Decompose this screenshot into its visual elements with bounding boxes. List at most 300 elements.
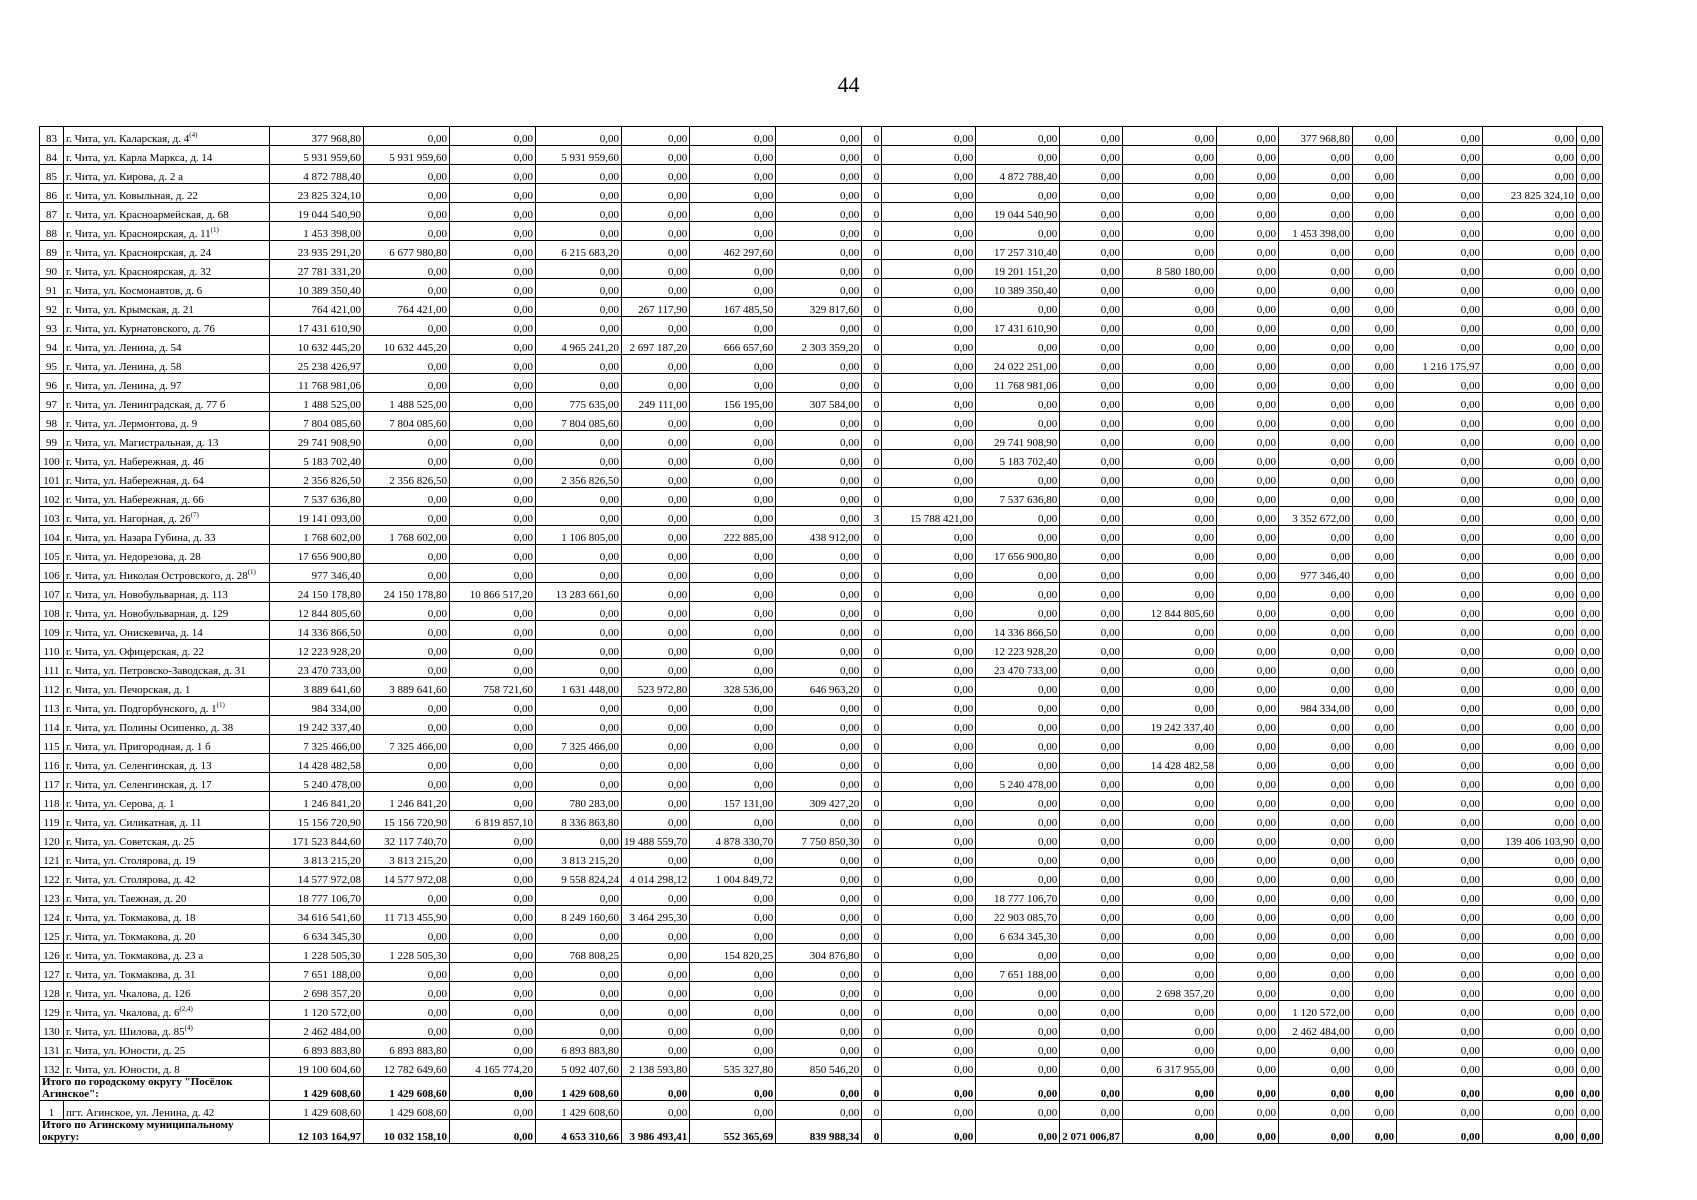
value-cell: 0,00: [1483, 431, 1577, 450]
table-row: [40, 583, 1603, 602]
value-cell: 0,00: [1483, 526, 1577, 545]
value-cell: 0,00: [1577, 431, 1603, 450]
value-cell: 0,00: [1353, 279, 1397, 298]
value-cell: 0,00: [450, 488, 536, 507]
value-cell: 0,00: [690, 1101, 776, 1120]
value-cell: 0,00: [1483, 127, 1577, 146]
value-cell: 0,00: [1397, 811, 1483, 830]
value-cell: 0,00: [690, 165, 776, 184]
value-cell: 14 428 482,58: [1123, 754, 1217, 773]
address-cell: г. Чита, ул. Каларская, д. 4$^{(4)}$: [64, 127, 270, 146]
value-cell: 0,00: [1397, 1020, 1483, 1039]
table-row: [40, 393, 1603, 412]
value-cell: 0,00: [1397, 545, 1483, 564]
address-cell: г. Чита, ул. Печорская, д. 1: [64, 678, 270, 697]
value-cell: 0,00: [622, 640, 690, 659]
value-cell: 0,00: [1123, 849, 1217, 868]
row-number: 116: [40, 754, 64, 773]
value-cell: 0,00: [450, 545, 536, 564]
address-cell: г. Чита, ул. Красноярская, д. 24: [64, 241, 270, 260]
value-cell: 0,00: [1483, 1058, 1577, 1077]
value-cell: 0,00: [776, 849, 862, 868]
total-value-cell: 0,00: [1483, 1077, 1577, 1101]
value-cell: 14 336 866,50: [976, 621, 1060, 640]
value-cell: 24 150 178,80: [270, 583, 364, 602]
value-cell: 23 470 733,00: [270, 659, 364, 678]
value-cell: 0,00: [450, 1001, 536, 1020]
value-cell: 0,00: [1483, 317, 1577, 336]
value-cell: 7 537 636,80: [976, 488, 1060, 507]
value-cell: 0,00: [690, 222, 776, 241]
value-cell: 0,00: [536, 716, 622, 735]
value-cell: 0,00: [976, 507, 1060, 526]
value-cell: 0,00: [536, 222, 622, 241]
value-cell: 0,00: [776, 564, 862, 583]
value-cell: 0,00: [450, 963, 536, 982]
value-cell: 0: [862, 640, 882, 659]
value-cell: 0,00: [1279, 450, 1353, 469]
value-cell: 12 844 805,60: [270, 602, 364, 621]
value-cell: 0,00: [976, 1058, 1060, 1077]
value-cell: 0,00: [882, 640, 976, 659]
value-cell: 0,00: [1279, 279, 1353, 298]
value-cell: 7 325 466,00: [536, 735, 622, 754]
table-row: [40, 1020, 1603, 1039]
value-cell: 0,00: [622, 735, 690, 754]
value-cell: 0,00: [1397, 735, 1483, 754]
value-cell: 3: [862, 507, 882, 526]
row-number: 106: [40, 564, 64, 583]
value-cell: 0,00: [364, 203, 450, 222]
value-cell: 0,00: [776, 1039, 862, 1058]
address-cell: г. Чита, ул. Офицерская, д. 22: [64, 640, 270, 659]
value-cell: 3 464 295,30: [622, 906, 690, 925]
row-number: 125: [40, 925, 64, 944]
value-cell: 0,00: [1577, 659, 1603, 678]
total-value-cell: 3 986 493,41: [622, 1120, 690, 1144]
value-cell: 0,00: [1060, 1020, 1123, 1039]
value-cell: 3 813 215,20: [364, 849, 450, 868]
value-cell: 2 303 359,20: [776, 336, 862, 355]
value-cell: 1 004 849,72: [690, 868, 776, 887]
value-cell: 1 228 505,30: [270, 944, 364, 963]
value-cell: 7 537 636,80: [270, 488, 364, 507]
value-cell: 0: [862, 621, 882, 640]
value-cell: 10 389 350,40: [976, 279, 1060, 298]
address-cell: г. Чита, ул. Ленина, д. 97: [64, 374, 270, 393]
value-cell: 11 768 981,06: [270, 374, 364, 393]
value-cell: 0,00: [1577, 564, 1603, 583]
value-cell: 0,00: [450, 944, 536, 963]
table-row: [40, 1101, 1603, 1120]
value-cell: 0,00: [450, 241, 536, 260]
value-cell: 438 912,00: [776, 526, 862, 545]
table-row: [40, 1058, 1603, 1077]
table-row: [40, 830, 1603, 849]
value-cell: 0,00: [776, 184, 862, 203]
value-cell: 0,00: [1123, 127, 1217, 146]
value-cell: 0,00: [1217, 602, 1279, 621]
value-cell: 0,00: [1060, 982, 1123, 1001]
value-cell: 0,00: [622, 260, 690, 279]
value-cell: 0,00: [776, 583, 862, 602]
value-cell: 0,00: [690, 602, 776, 621]
value-cell: 1 429 608,60: [536, 1101, 622, 1120]
value-cell: 0,00: [1217, 374, 1279, 393]
row-number: 98: [40, 412, 64, 431]
value-cell: 0,00: [1483, 564, 1577, 583]
value-cell: 0,00: [1279, 659, 1353, 678]
value-cell: 0,00: [1217, 697, 1279, 716]
value-cell: 0,00: [1483, 887, 1577, 906]
value-cell: 0,00: [622, 564, 690, 583]
value-cell: 0,00: [882, 203, 976, 222]
address-cell: г. Чита, ул. Курнатовского, д. 76: [64, 317, 270, 336]
value-cell: 0,00: [1483, 963, 1577, 982]
value-cell: 0,00: [690, 583, 776, 602]
value-cell: 0,00: [450, 374, 536, 393]
value-cell: 0,00: [1577, 621, 1603, 640]
value-cell: 0,00: [690, 184, 776, 203]
row-number: 110: [40, 640, 64, 659]
value-cell: 0,00: [1217, 944, 1279, 963]
footnote-mark: (4): [189, 131, 198, 139]
value-cell: 0,00: [450, 773, 536, 792]
value-cell: 0,00: [622, 450, 690, 469]
address-cell: г. Чита, ул. Николая Островского, д. 28$^{(1)}$: [64, 564, 270, 583]
value-cell: 0,00: [1397, 887, 1483, 906]
value-cell: 0,00: [776, 260, 862, 279]
value-cell: 0,00: [364, 507, 450, 526]
value-cell: 0,00: [882, 184, 976, 203]
value-cell: 7 651 188,00: [976, 963, 1060, 982]
footnote-mark: (2,4): [179, 1005, 193, 1013]
value-cell: 249 111,00: [622, 393, 690, 412]
value-cell: 1 768 602,00: [364, 526, 450, 545]
value-cell: 0,00: [1353, 298, 1397, 317]
address-cell: г. Чита, ул. Ковыльная, д. 22: [64, 184, 270, 203]
value-cell: 9 558 824,24: [536, 868, 622, 887]
value-cell: 0,00: [776, 1001, 862, 1020]
value-cell: 0,00: [622, 203, 690, 222]
value-cell: 23 935 291,20: [270, 241, 364, 260]
value-cell: 0,00: [622, 925, 690, 944]
value-cell: 34 616 541,60: [270, 906, 364, 925]
value-cell: 0,00: [1397, 488, 1483, 507]
value-cell: 977 346,40: [270, 564, 364, 583]
row-number: 88: [40, 222, 64, 241]
row-number: 111: [40, 659, 64, 678]
value-cell: 0,00: [364, 602, 450, 621]
value-cell: 0,00: [1279, 887, 1353, 906]
value-cell: 14 336 866,50: [270, 621, 364, 640]
value-cell: 0,00: [1483, 925, 1577, 944]
row-number: 131: [40, 1039, 64, 1058]
value-cell: 2 356 826,50: [270, 469, 364, 488]
value-cell: 0,00: [882, 944, 976, 963]
value-cell: 0,00: [1577, 602, 1603, 621]
table-row: [40, 925, 1603, 944]
value-cell: 0,00: [622, 374, 690, 393]
row-number: 126: [40, 944, 64, 963]
value-cell: 0,00: [1123, 640, 1217, 659]
value-cell: 0,00: [1483, 488, 1577, 507]
value-cell: 0,00: [1217, 336, 1279, 355]
value-cell: 0,00: [1397, 640, 1483, 659]
value-cell: 0,00: [1123, 811, 1217, 830]
value-cell: 0,00: [1353, 773, 1397, 792]
value-cell: 0,00: [1060, 602, 1123, 621]
value-cell: 0,00: [776, 982, 862, 1001]
value-cell: 0,00: [364, 374, 450, 393]
value-cell: 0,00: [1217, 469, 1279, 488]
value-cell: 0: [862, 925, 882, 944]
value-cell: 0,00: [1397, 184, 1483, 203]
value-cell: 154 820,25: [690, 944, 776, 963]
value-cell: 0,00: [690, 716, 776, 735]
value-cell: 0,00: [1397, 203, 1483, 222]
value-cell: 0,00: [1483, 583, 1577, 602]
value-cell: 0: [862, 165, 882, 184]
value-cell: 22 903 085,70: [976, 906, 1060, 925]
value-cell: 0,00: [1060, 184, 1123, 203]
value-cell: 1 768 602,00: [270, 526, 364, 545]
value-cell: 4 965 241,20: [536, 336, 622, 355]
value-cell: 0,00: [1123, 659, 1217, 678]
value-cell: 0,00: [1217, 526, 1279, 545]
value-cell: 0,00: [622, 887, 690, 906]
value-cell: 0,00: [776, 963, 862, 982]
value-cell: 0,00: [1397, 260, 1483, 279]
value-cell: 0,00: [690, 279, 776, 298]
value-cell: 5 092 407,60: [536, 1058, 622, 1077]
address-cell: г. Чита, ул. Чкалова, д. 126: [64, 982, 270, 1001]
value-cell: 0,00: [536, 754, 622, 773]
value-cell: 0,00: [1279, 773, 1353, 792]
address-cell: г. Чита, ул. Набережная, д. 46: [64, 450, 270, 469]
value-cell: 0,00: [1217, 621, 1279, 640]
value-cell: 2 462 484,00: [270, 1020, 364, 1039]
value-cell: 0,00: [976, 830, 1060, 849]
value-cell: 0,00: [1279, 317, 1353, 336]
value-cell: 0,00: [1397, 925, 1483, 944]
value-cell: 0,00: [976, 146, 1060, 165]
value-cell: 0,00: [1060, 868, 1123, 887]
value-cell: 0,00: [1577, 450, 1603, 469]
value-cell: 0,00: [1123, 241, 1217, 260]
table-row: [40, 944, 1603, 963]
value-cell: 11 713 455,90: [364, 906, 450, 925]
total-row: [40, 1077, 1603, 1101]
value-cell: 0,00: [1353, 754, 1397, 773]
value-cell: 0,00: [364, 184, 450, 203]
value-cell: 0,00: [622, 621, 690, 640]
value-cell: 535 327,80: [690, 1058, 776, 1077]
value-cell: 0,00: [1397, 279, 1483, 298]
value-cell: 0,00: [536, 697, 622, 716]
value-cell: 0,00: [690, 659, 776, 678]
value-cell: 0,00: [1397, 754, 1483, 773]
value-cell: 2 356 826,50: [364, 469, 450, 488]
value-cell: 0,00: [1353, 659, 1397, 678]
value-cell: 222 885,00: [690, 526, 776, 545]
address-cell: г. Чита, ул. Недорезова, д. 28: [64, 545, 270, 564]
value-cell: 0,00: [690, 260, 776, 279]
value-cell: 0,00: [364, 431, 450, 450]
value-cell: 2 698 357,20: [1123, 982, 1217, 1001]
value-cell: 0,00: [776, 697, 862, 716]
value-cell: 0,00: [1397, 336, 1483, 355]
value-cell: 0,00: [622, 583, 690, 602]
value-cell: 29 741 908,90: [270, 431, 364, 450]
address-cell: г. Чита, ул. Полины Осипенко, д. 38: [64, 716, 270, 735]
value-cell: 0,00: [882, 241, 976, 260]
value-cell: 0,00: [450, 507, 536, 526]
value-cell: 0,00: [1123, 1101, 1217, 1120]
value-cell: 462 297,60: [690, 241, 776, 260]
value-cell: 0,00: [1483, 450, 1577, 469]
value-cell: 0: [862, 735, 882, 754]
value-cell: 0,00: [1060, 412, 1123, 431]
row-number: 118: [40, 792, 64, 811]
value-cell: 0,00: [364, 260, 450, 279]
total-value-cell: 0,00: [1279, 1077, 1353, 1101]
value-cell: 0,00: [1397, 431, 1483, 450]
value-cell: 0,00: [776, 735, 862, 754]
value-cell: 0,00: [882, 963, 976, 982]
value-cell: 0,00: [776, 507, 862, 526]
value-cell: 0: [862, 127, 882, 146]
value-cell: 0,00: [1483, 735, 1577, 754]
value-cell: 0,00: [882, 621, 976, 640]
row-number: 87: [40, 203, 64, 222]
value-cell: 0,00: [536, 507, 622, 526]
value-cell: 0,00: [1483, 944, 1577, 963]
value-cell: 18 777 106,70: [270, 887, 364, 906]
value-cell: 0,00: [882, 659, 976, 678]
row-number: 129: [40, 1001, 64, 1020]
value-cell: 0,00: [622, 811, 690, 830]
value-cell: 13 283 661,60: [536, 583, 622, 602]
value-cell: 6 634 345,30: [976, 925, 1060, 944]
value-cell: 2 697 187,20: [622, 336, 690, 355]
value-cell: 0,00: [882, 773, 976, 792]
value-cell: 0,00: [690, 982, 776, 1001]
value-cell: 0,00: [776, 165, 862, 184]
value-cell: 0,00: [1353, 469, 1397, 488]
row-number: 120: [40, 830, 64, 849]
value-cell: 0,00: [450, 621, 536, 640]
value-cell: 0,00: [622, 507, 690, 526]
value-cell: 0,00: [1279, 165, 1353, 184]
value-cell: 1 106 805,00: [536, 526, 622, 545]
total-value-cell: 12 103 164,97: [270, 1120, 364, 1144]
value-cell: 984 334,00: [1279, 697, 1353, 716]
value-cell: 0,00: [450, 564, 536, 583]
value-cell: 0,00: [1279, 184, 1353, 203]
total-label: Итого по городскому округу "Посёлок Агинское":: [40, 1077, 270, 1101]
value-cell: 0,00: [1397, 450, 1483, 469]
address-cell: г. Чита, ул. Токмакова, д. 23 а: [64, 944, 270, 963]
value-cell: 0,00: [690, 431, 776, 450]
value-cell: 2 698 357,20: [270, 982, 364, 1001]
value-cell: 0,00: [690, 450, 776, 469]
total-value-cell: 4 653 310,66: [536, 1120, 622, 1144]
value-cell: 0: [862, 982, 882, 1001]
value-cell: 0,00: [1483, 849, 1577, 868]
value-cell: 0,00: [364, 279, 450, 298]
value-cell: 0: [862, 944, 882, 963]
value-cell: 0,00: [1353, 203, 1397, 222]
value-cell: 0,00: [976, 982, 1060, 1001]
value-cell: 0: [862, 716, 882, 735]
value-cell: 0,00: [882, 526, 976, 545]
value-cell: 0,00: [1217, 412, 1279, 431]
value-cell: 0,00: [450, 298, 536, 317]
value-cell: 0,00: [1123, 621, 1217, 640]
value-cell: 0,00: [976, 336, 1060, 355]
value-cell: 0,00: [1217, 431, 1279, 450]
table-row: [40, 241, 1603, 260]
total-value-cell: 0,00: [976, 1120, 1060, 1144]
value-cell: 0,00: [1353, 982, 1397, 1001]
value-cell: 0,00: [450, 222, 536, 241]
value-cell: 0,00: [1279, 944, 1353, 963]
value-cell: 0,00: [882, 298, 976, 317]
value-cell: 0,00: [690, 355, 776, 374]
value-cell: 0,00: [450, 925, 536, 944]
address-cell: г. Чита, ул. Набережная, д. 64: [64, 469, 270, 488]
value-cell: 0,00: [1577, 222, 1603, 241]
address-cell: г. Чита, ул. Таежная, д. 20: [64, 887, 270, 906]
value-cell: 0,00: [776, 906, 862, 925]
row-number: 109: [40, 621, 64, 640]
value-cell: 0,00: [1217, 906, 1279, 925]
value-cell: 0,00: [1577, 982, 1603, 1001]
value-cell: 0,00: [1483, 1020, 1577, 1039]
value-cell: 7 325 466,00: [364, 735, 450, 754]
value-cell: 0,00: [1060, 811, 1123, 830]
address-cell: г. Чита, ул. Назара Губина, д. 33: [64, 526, 270, 545]
value-cell: 0,00: [690, 963, 776, 982]
value-cell: 780 283,00: [536, 792, 622, 811]
value-cell: 0,00: [1217, 868, 1279, 887]
total-value-cell: 0: [862, 1120, 882, 1144]
value-cell: 0,00: [1123, 963, 1217, 982]
value-cell: 0,00: [882, 792, 976, 811]
value-cell: 0,00: [1279, 241, 1353, 260]
value-cell: 0,00: [536, 773, 622, 792]
value-cell: 171 523 844,60: [270, 830, 364, 849]
value-cell: 0,00: [450, 393, 536, 412]
value-cell: 0,00: [622, 944, 690, 963]
value-cell: 0,00: [1123, 165, 1217, 184]
value-cell: 0,00: [450, 982, 536, 1001]
value-cell: 0,00: [690, 1039, 776, 1058]
value-cell: 0,00: [1279, 298, 1353, 317]
value-cell: 309 427,20: [776, 792, 862, 811]
value-cell: 0,00: [690, 469, 776, 488]
value-cell: 15 156 720,90: [364, 811, 450, 830]
value-cell: 0,00: [1217, 925, 1279, 944]
value-cell: 6 893 883,80: [270, 1039, 364, 1058]
row-number: 89: [40, 241, 64, 260]
value-cell: 0,00: [1397, 412, 1483, 431]
value-cell: 0,00: [1397, 773, 1483, 792]
value-cell: 0,00: [364, 222, 450, 241]
value-cell: 18 777 106,70: [976, 887, 1060, 906]
value-cell: 0,00: [690, 773, 776, 792]
